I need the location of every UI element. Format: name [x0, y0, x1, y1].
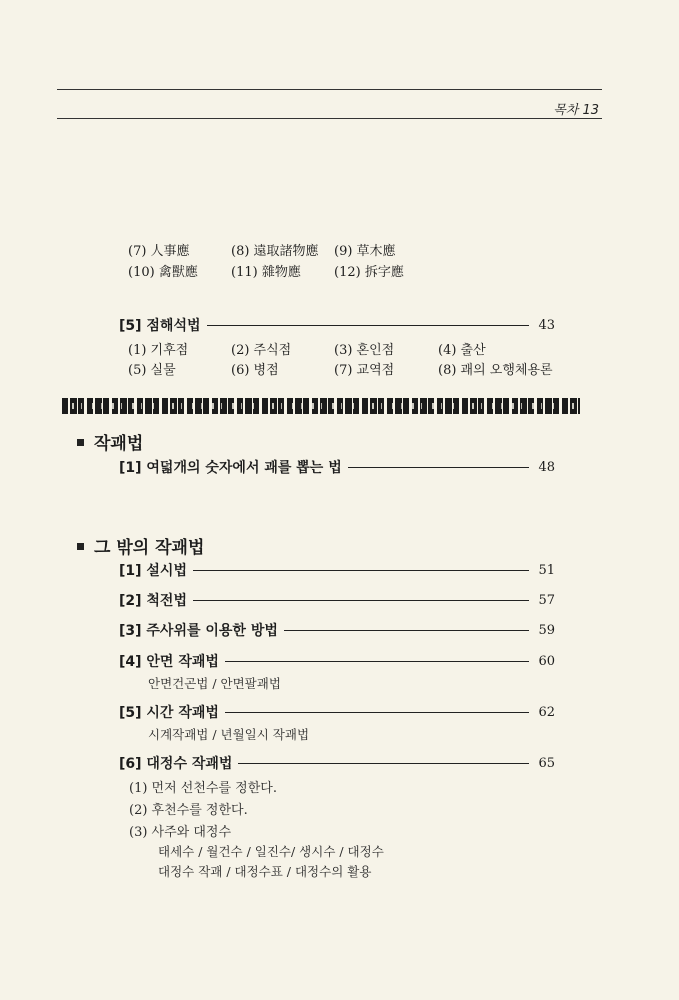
toc-deep-item: 태세수 / 월건수 / 일진수/ 생시수 / 대정수	[158, 844, 384, 859]
toc-sub-item: (3) 사주와 대정수	[129, 825, 232, 840]
toc-grid-item: (2) 주식점	[231, 343, 292, 358]
toc-grid-item: (7) 교역점	[334, 363, 395, 378]
toc-grid-item: (8) 遠取諸物應	[231, 244, 319, 259]
toc-entry[interactable]	[119, 651, 555, 671]
dot-leader	[193, 600, 529, 601]
toc-entry[interactable]	[119, 753, 555, 773]
square-bullet-icon	[77, 439, 84, 446]
toc-entry-title: [5] 점해석법	[119, 318, 201, 334]
toc-grid-item: (8) 괘의 오행체용론	[438, 363, 553, 378]
dot-leader	[225, 712, 529, 713]
toc-entry[interactable]	[119, 560, 555, 580]
dot-leader	[348, 467, 529, 468]
toc-grid-item: (12) 拆字應	[334, 265, 404, 280]
section-heading-text: 그 밖의 작괘법	[94, 538, 205, 558]
toc-entry[interactable]	[119, 457, 555, 477]
toc-entry-title: [1] 설시법	[119, 563, 187, 579]
toc-sub-items: 안면건곤법 / 안면팔괘법	[148, 676, 281, 691]
toc-entry-title: [1] 여덟개의 숫자에서 괘를 뽑는 법	[119, 460, 342, 476]
toc-grid-item: (9) 草木應	[334, 244, 396, 259]
toc-sub-item: (1) 먼저 선천수를 정한다.	[129, 781, 277, 796]
toc-page-number: 62	[538, 704, 555, 720]
header-rule-top	[57, 89, 602, 90]
toc-entry-title: [2] 척전법	[119, 593, 187, 609]
toc-page-number: 43	[538, 317, 555, 333]
toc-entry[interactable]	[119, 620, 555, 640]
section-heading-text: 작괘법	[94, 434, 144, 454]
toc-page-number: 51	[538, 562, 555, 578]
toc-entry[interactable]	[119, 590, 555, 610]
dot-leader	[207, 325, 529, 326]
section-heading-jakgwae	[77, 429, 143, 454]
toc-grid-item: (1) 기후점	[128, 343, 189, 358]
toc-entry-title: [5] 시간 작괘법	[119, 705, 219, 721]
toc-entry-title: [3] 주사위를 이용한 방법	[119, 623, 278, 639]
toc-grid-item: (10) 禽獸應	[128, 265, 198, 280]
toc-grid-item: (4) 출산	[438, 343, 486, 358]
toc-page-number: 65	[538, 755, 555, 771]
toc-entry[interactable]	[119, 702, 555, 722]
toc-page-number: 48	[538, 459, 555, 475]
toc-sub-item: (2) 후천수를 정한다.	[129, 803, 248, 818]
toc-page-number: 60	[538, 653, 555, 669]
toc-page-number: 59	[538, 622, 555, 638]
toc-entry-title: [4] 안면 작괘법	[119, 654, 219, 670]
ornamental-divider-pattern	[62, 403, 580, 409]
section-heading-other	[77, 533, 204, 558]
toc-page-number: 57	[538, 592, 555, 608]
toc-grid-item: (3) 혼인점	[334, 343, 395, 358]
toc-entry-title: [6] 대정수 작괘법	[119, 756, 233, 772]
dot-leader	[225, 661, 529, 662]
dot-leader	[193, 570, 529, 571]
toc-entry-sec5[interactable]	[119, 315, 555, 335]
toc-grid-item: (6) 병점	[231, 363, 279, 378]
dot-leader	[284, 630, 529, 631]
toc-sub-items: 시계작괘법 / 년월일시 작괘법	[148, 727, 310, 742]
dot-leader	[238, 763, 529, 764]
toc-deep-item: 대정수 작괘 / 대정수표 / 대정수의 활용	[158, 864, 372, 879]
header-rule-bottom	[57, 118, 602, 119]
square-bullet-icon	[77, 543, 84, 550]
toc-grid-item: (5) 실물	[128, 363, 176, 378]
running-head: 목차 13	[553, 103, 599, 118]
toc-grid-item: (7) 人事應	[128, 244, 190, 259]
toc-grid-item: (11) 雜物應	[231, 265, 301, 280]
